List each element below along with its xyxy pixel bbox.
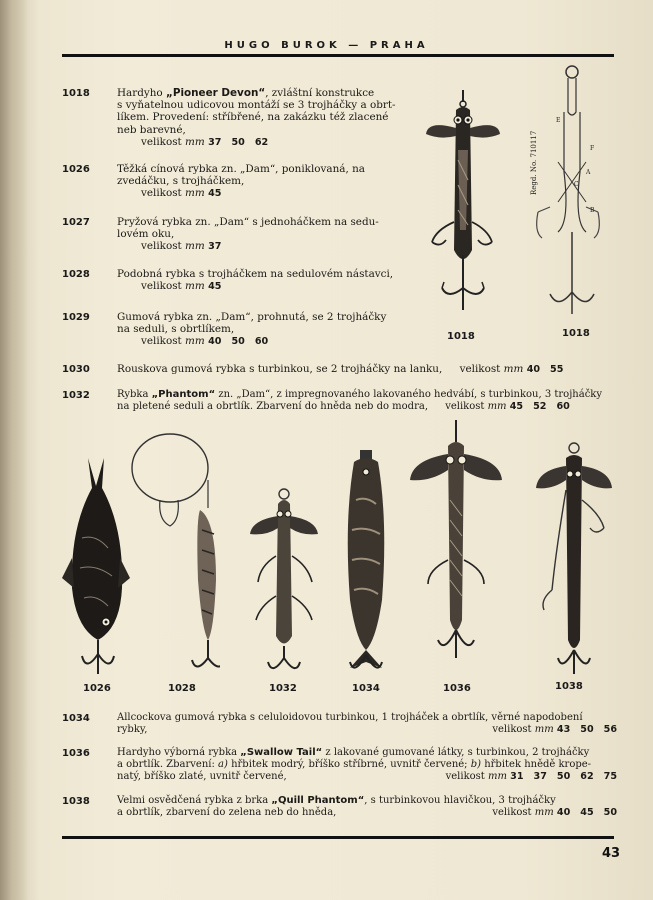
entry-text: Rybka xyxy=(117,389,152,400)
unit-label: mm xyxy=(487,401,507,413)
item-number: 1036 xyxy=(62,748,90,759)
size-label: velikost xyxy=(492,807,532,819)
entry-text: Podobná rybka s trojháčkem na sedulovém nástavci, xyxy=(117,268,394,280)
sizes: 31 37 50 62 75 xyxy=(510,771,617,783)
unit-label: mm xyxy=(185,280,205,293)
sizes: 40 45 50 xyxy=(556,807,617,819)
page-header: HUGO BUROK — PRAHA xyxy=(224,40,429,51)
book-spine-shadow xyxy=(0,0,28,900)
svg-text:F: F xyxy=(590,145,595,152)
footer-rule xyxy=(62,836,614,839)
size-label: velikost xyxy=(141,240,182,253)
sizes: 45 52 60 xyxy=(509,401,570,413)
entry-text: z lakované gumované látky, s turbinkou, 2 trojháčky xyxy=(322,747,590,758)
entry-text: Hardyho xyxy=(117,87,166,99)
entry-text: Velmi osvědčená rybka z brka xyxy=(117,795,272,806)
figure-label: 1026 xyxy=(83,683,111,694)
entry-text: neb barevné, xyxy=(117,123,186,136)
unit-label: mm xyxy=(488,771,507,783)
lure-1038-illustration xyxy=(530,440,620,680)
figure-label: 1028 xyxy=(168,683,196,694)
sizes: 37 xyxy=(208,241,222,253)
item-number: 1029 xyxy=(62,312,90,323)
figure-label: 1038 xyxy=(555,681,583,692)
entry-text: a obrtlík. Zbarvení: xyxy=(117,759,219,771)
sizes: 37 50 62 xyxy=(208,136,269,148)
unit-label: mm xyxy=(503,363,524,375)
entry-text: Pryžová rybka zn. „Dam“ s jednoháčkem na sedu- xyxy=(117,216,379,228)
variant-marker: b) xyxy=(470,759,482,771)
sizes: 40 50 60 xyxy=(208,336,269,348)
entry-text: na pletené seduli a obrtlík. Zbarvení do hněda neb do modra, xyxy=(117,401,428,413)
lure-1026-illustration xyxy=(62,458,132,678)
entry-text: Rouskova gumová rybka s turbinkou, se 2 trojháčky na lanku, xyxy=(117,363,443,375)
entry-text: natý, bříško zlaté, uvnitř červené, xyxy=(117,771,287,783)
item-number: 1027 xyxy=(62,217,90,228)
entry-text: hřbitek hnědě kropе- xyxy=(481,759,592,771)
size-label: velikost xyxy=(141,187,182,200)
size-label: velikost xyxy=(445,401,485,413)
entry-text: a obrtlík, zbarvení do zelena neb do hněda, xyxy=(117,807,337,819)
entry-text: na seduli, s obrtlíkem, xyxy=(117,323,235,336)
item-number: 1034 xyxy=(62,713,90,724)
entry-text: Gumová rybka zn. „Dam“, prohnutá, se 2 trojháčky xyxy=(117,311,387,323)
entry-text: , zvláštní konstrukce xyxy=(265,87,375,99)
header-rule xyxy=(62,54,614,57)
size-label: velikost xyxy=(141,135,182,148)
item-number: 1018 xyxy=(62,88,90,99)
figure-label: 1018 xyxy=(447,331,475,342)
unit-label: mm xyxy=(185,335,205,348)
unit-label: mm xyxy=(185,240,205,253)
sizes: 45 xyxy=(208,281,222,293)
entry-text: hřbitek modrý, bříško stříbrné, uvnitř červené; xyxy=(227,759,471,771)
unit-label: mm xyxy=(534,807,554,819)
sizes: 45 xyxy=(208,188,222,200)
entry-text: líkem. Provedení: stříbřené, na zakázku též zlacené xyxy=(117,111,389,124)
lure-1018-illustration xyxy=(418,90,508,320)
figure-label: 1032 xyxy=(269,683,297,694)
entry-text: Těžká cínová rybka zn. „Dam“, poniklovaná, na xyxy=(117,163,365,175)
product-name: „Quill Phantom“ xyxy=(271,795,365,806)
item-number: 1028 xyxy=(62,269,90,280)
product-name: „Pioneer Devon“ xyxy=(166,87,266,99)
lure-1028-illustration xyxy=(130,430,220,680)
size-label: velikost xyxy=(141,280,182,293)
unit-label: mm xyxy=(534,724,554,736)
entry-text: zn. „Dam“, z impregnovaného lakovaného hedvábí, s turbinkou, 3 trojháčky xyxy=(215,389,603,400)
sizes: 40 55 xyxy=(526,364,564,375)
lure-1032-illustration xyxy=(246,486,326,681)
entry-text: Hardyho výborná rybka xyxy=(117,747,241,758)
entry-text: , s turbinkovou hlavičkou, 3 trojháčky xyxy=(364,795,556,806)
svg-text:B: B xyxy=(590,207,595,214)
item-number: 1038 xyxy=(62,796,90,807)
entry-text: zvedáčku, s trojháčkem, xyxy=(117,175,245,188)
svg-text:E: E xyxy=(556,117,561,124)
product-name: „Swallow Tail“ xyxy=(240,747,323,758)
product-name: „Phantom“ xyxy=(151,389,216,400)
entry-text: Allcockova gumová rybka s celuloidovou turbinkou, 1 trojháček a obrtlík, věrné napodobení xyxy=(117,712,583,723)
variant-marker: a) xyxy=(218,759,228,771)
entry-text: lovém oku, xyxy=(117,228,175,241)
sizes: 43 50 56 xyxy=(556,724,617,736)
figure-label: 1034 xyxy=(352,683,380,694)
entry-text: s vyňatelnou udicovou montáží se 3 trojháčky a obrt- xyxy=(117,99,396,112)
size-label: velikost xyxy=(492,724,532,736)
size-label: velikost xyxy=(141,335,182,348)
size-label: velikost xyxy=(445,771,485,783)
item-number: 1032 xyxy=(62,390,90,401)
page-number: 43 xyxy=(602,846,621,861)
item-number: 1030 xyxy=(62,364,90,375)
figure-label: 1018 xyxy=(562,328,590,339)
lure-1018-mount-illustration xyxy=(528,62,608,322)
unit-label: mm xyxy=(185,187,205,200)
item-number: 1026 xyxy=(62,164,90,175)
size-label: velikost xyxy=(459,363,501,375)
figure-label: 1036 xyxy=(443,683,471,694)
unit-label: mm xyxy=(185,135,205,148)
registration-number: Regd. No. 710117 xyxy=(530,130,538,195)
svg-text:A: A xyxy=(586,169,591,176)
lure-1034-illustration xyxy=(336,450,396,680)
svg-text:C: C xyxy=(574,181,579,188)
entry-text: rybky, xyxy=(117,724,148,736)
lure-1036-illustration xyxy=(408,420,504,680)
